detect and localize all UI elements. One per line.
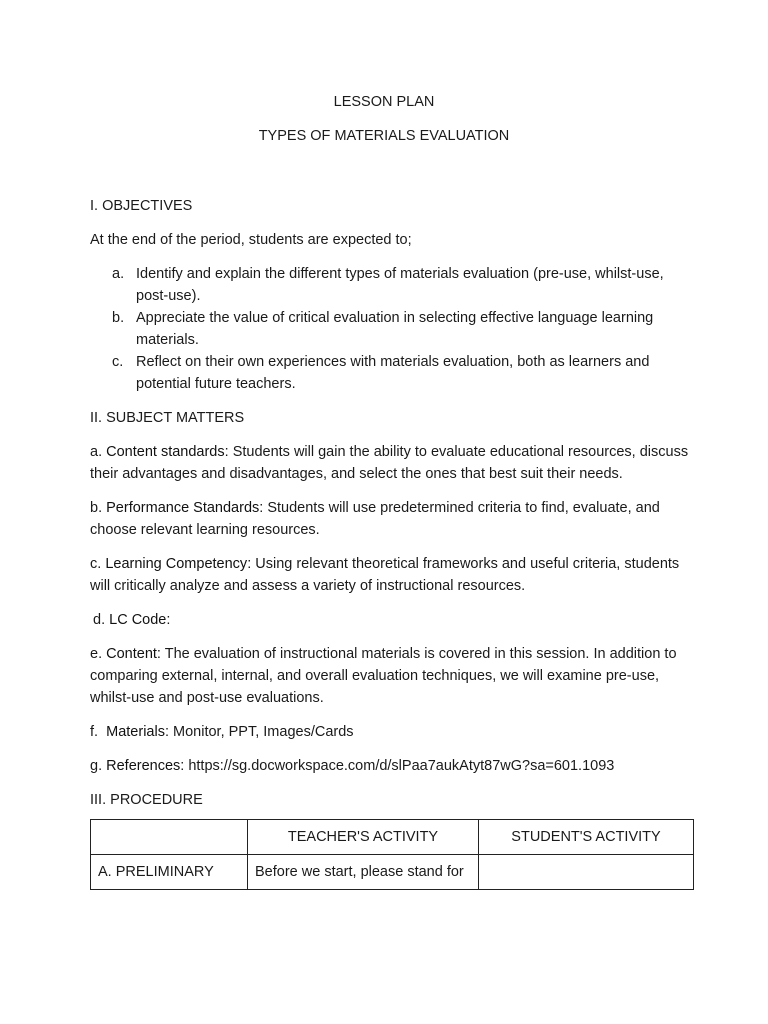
objectives-list (90, 263, 690, 395)
objectives-heading: I. OBJECTIVES (90, 198, 193, 214)
table-cell: Before we start, please stand for (248, 855, 479, 890)
item-prefix: d. (93, 612, 110, 628)
item-separator: : (247, 556, 256, 572)
item-separator: : (180, 758, 189, 774)
procedure-table (90, 819, 694, 890)
item-prefix: a. (90, 444, 107, 460)
table-cell (479, 855, 694, 890)
list-marker: a. (112, 266, 125, 282)
table-header-cell: TEACHER'S ACTIVITY (248, 820, 479, 855)
document-subtitle: TYPES OF MATERIALS EVALUATION (258, 128, 510, 144)
list-marker: b. (112, 310, 125, 326)
materials (90, 721, 690, 743)
table-row (91, 855, 694, 890)
item-prefix: b. (90, 500, 107, 516)
item-label: Performance Standards (106, 500, 260, 516)
item-prefix: f. (90, 724, 107, 740)
item-label: Materials (106, 724, 165, 740)
performance-standards (90, 497, 690, 541)
item-prefix: e. (90, 646, 107, 662)
objective-text: Identify and explain the different types of materials evaluation (pre-use, whilst-use, post-use). (136, 266, 664, 304)
item-text: Students will gain the ability to evaluate educational resources, discuss their advantages and disadvantages, and select the ones that best suit their needs. (90, 444, 689, 482)
objective-text: Reflect on their own experiences with materials evaluation, both as learners and potential future teachers. (136, 354, 650, 392)
item-label: Learning Competency (105, 556, 248, 572)
document-body (90, 195, 690, 890)
objective-item (90, 351, 690, 395)
references (90, 755, 690, 777)
item-label: LC Code (109, 612, 167, 628)
objectives-intro: At the end of the period, students are expected to; (90, 232, 412, 248)
item-label: Content standards (106, 444, 225, 460)
item-separator: : (156, 646, 165, 662)
objective-text: Appreciate the value of critical evaluation in selecting effective language learning materials. (136, 310, 654, 348)
content (90, 643, 690, 709)
item-text: Monitor, PPT, Images/Cards (173, 724, 354, 740)
item-separator: : (164, 724, 174, 740)
item-text: The evaluation of instructional materials is covered in this session. In addition to comparing external, internal, and overall evaluation techniques, we will examine pre-use, whilst-use and post-use evaluations. (90, 646, 677, 706)
item-separator: : (224, 444, 233, 460)
item-label: Content (106, 646, 157, 662)
procedure-heading: III. PROCEDURE (90, 792, 203, 808)
learning-competency (90, 553, 690, 597)
objective-item (90, 263, 690, 307)
item-prefix: g. (90, 758, 107, 774)
document-title: LESSON PLAN (333, 94, 435, 110)
item-text: Students will use predetermined criteria to find, evaluate, and choose relevant learning resources. (90, 500, 660, 538)
lc-code (90, 609, 690, 631)
item-label: References (106, 758, 181, 774)
item-separator: : (259, 500, 268, 516)
objective-item (90, 307, 690, 351)
subject-matters-heading: II. SUBJECT MATTERS (90, 410, 245, 426)
table-header-cell (91, 820, 248, 855)
table-header-cell: STUDENT'S ACTIVITY (479, 820, 694, 855)
content-standards (90, 441, 690, 485)
item-separator: : (166, 612, 171, 628)
references-link[interactable]: https://sg.docworkspace.com/d/slPaa7aukAtyt87wG?sa=601.1093 (188, 758, 615, 774)
item-text: Using relevant theoretical frameworks and useful criteria, students will critically analyze and assess a variety of instructional resources. (90, 556, 680, 594)
item-prefix: c. (90, 556, 106, 572)
table-header-row (91, 820, 694, 855)
table-cell: A. PRELIMINARY (91, 855, 248, 890)
list-marker: c. (112, 354, 124, 370)
